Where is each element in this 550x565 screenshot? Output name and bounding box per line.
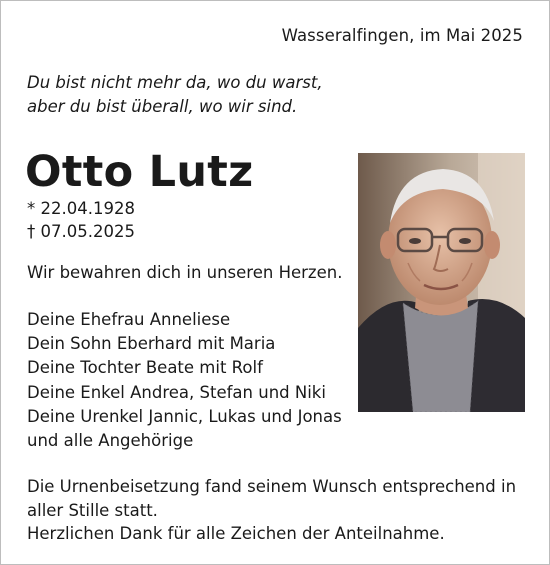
closing-line: Die Urnenbeisetzung fand seinem Wunsch entsprechend in aller Stille statt. (27, 477, 517, 520)
closing-line: Herzlichen Dank für alle Zeichen der Anteilnahme. (27, 524, 445, 543)
motto-line: Du bist nicht mehr da, wo du warst, (27, 73, 323, 92)
mourner-line: Dein Sohn Eberhard mit Maria (27, 334, 276, 354)
motto-quote (27, 71, 323, 119)
mourner-line: Deine Enkel Andrea, Stefan und Niki (27, 382, 326, 402)
place-date: Wasseralfingen, im Mai 2025 (281, 26, 523, 45)
portrait-photo (358, 153, 525, 412)
deceased-name: Otto Lutz (25, 147, 254, 197)
mourners-list (27, 308, 342, 453)
remembrance-phrase: Wir bewahren dich in unseren Herzen. (27, 263, 343, 282)
mourner-line: und alle Angehörige (27, 431, 194, 451)
motto-line: aber du bist überall, wo wir sind. (27, 97, 298, 116)
life-dates (27, 197, 135, 243)
birth-date: * 22.04.1928 (27, 199, 135, 218)
closing-text (27, 475, 527, 546)
mourner-line: Deine Urenkel Jannic, Lukas und Jonas (27, 406, 342, 426)
mourner-line: Deine Ehefrau Anneliese (27, 310, 231, 329)
death-date: † 07.05.2025 (27, 222, 135, 241)
mourner-line: Deine Tochter Beate mit Rolf (27, 358, 263, 378)
